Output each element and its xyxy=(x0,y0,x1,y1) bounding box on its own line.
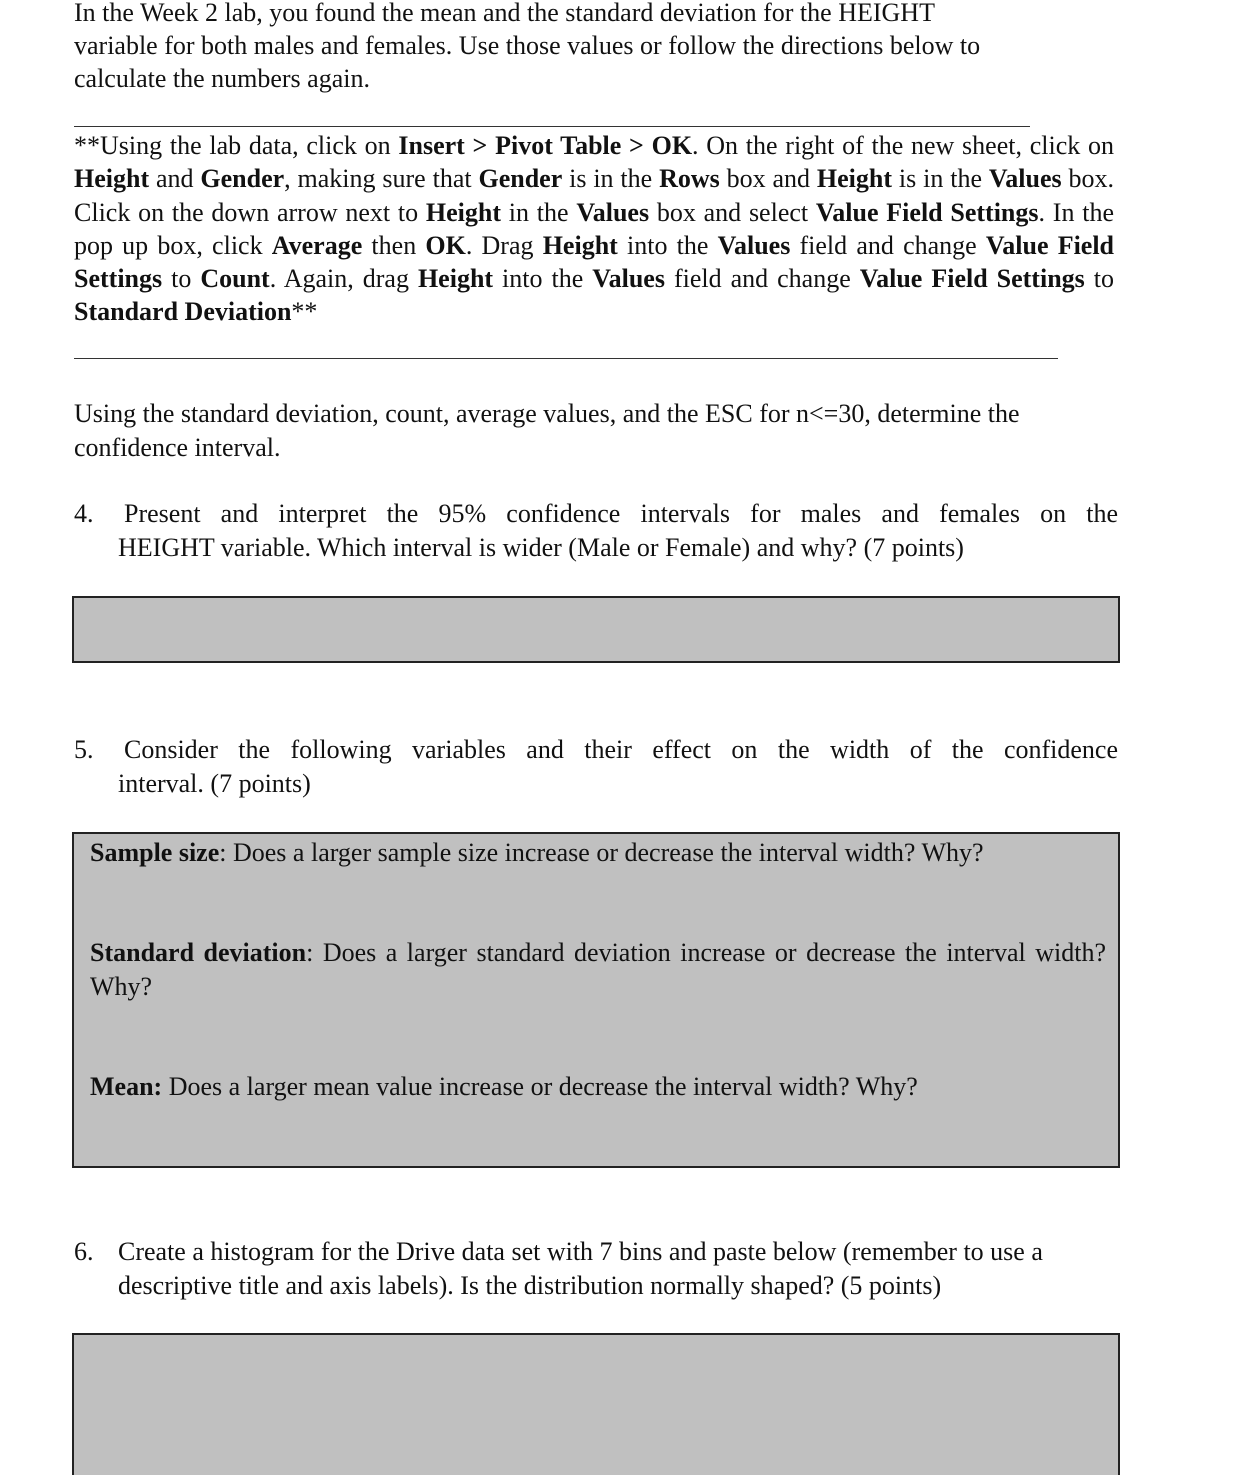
intro-paragraph xyxy=(74,0,1120,95)
directions-text: is in the xyxy=(892,164,989,194)
question-6 xyxy=(74,1235,1118,1303)
prompt-text: : Does a larger standard deviation increase or decrease the interval width? Why? xyxy=(90,938,1106,1001)
answer-box-q4[interactable] xyxy=(72,596,1120,663)
directions-text: box. Click on the down arrow next to xyxy=(74,164,1114,227)
field-gender: Gender xyxy=(200,164,285,194)
directions-text: **Using the lab data, click on xyxy=(74,131,399,160)
directions-text: and xyxy=(149,164,201,194)
answer-box-q5[interactable] xyxy=(72,832,1120,1168)
answer-box-q6[interactable] xyxy=(72,1333,1120,1475)
confidence-intro-text: Using the standard deviation, count, average values, and the ESC for n<=30, determine the confidence interval. xyxy=(74,399,1020,462)
field-height: Height xyxy=(542,230,618,260)
option-average: Average xyxy=(271,230,363,260)
field-height: Height xyxy=(417,264,494,294)
directions-text: box and select xyxy=(649,197,816,227)
directions-text: . Again, drag xyxy=(269,264,418,294)
menu-insert: Insert xyxy=(398,131,465,160)
prompt-sample-size xyxy=(90,836,1106,870)
values-box: Values xyxy=(592,264,665,294)
prompt-text: : Does a larger sample size increase or decrease the interval width? Why? xyxy=(219,838,984,867)
directions-text: . Drag xyxy=(465,230,543,260)
directions-text: into the xyxy=(493,264,593,294)
question-number: 6. xyxy=(74,1237,94,1266)
question-text xyxy=(74,497,1118,565)
directions-text: into the xyxy=(617,230,718,260)
prompt-standard-deviation xyxy=(90,936,1106,1004)
question-text-line: Consider the following variables and their effect on the width of the confidence xyxy=(124,735,1118,764)
intro-line-3: calculate the numbers again. xyxy=(74,64,370,93)
option-count: Count xyxy=(200,264,270,294)
directions-text: box and xyxy=(719,164,817,194)
question-5 xyxy=(74,733,1118,801)
divider-top xyxy=(74,126,1030,127)
question-number: 5. xyxy=(74,735,94,764)
question-text-line: interval. (7 points) xyxy=(118,769,311,798)
directions-text: . In the pop up box, click xyxy=(74,197,1114,260)
directions-text: ** xyxy=(291,297,318,327)
field-height: Height xyxy=(816,164,893,194)
directions-text: , making sure that xyxy=(284,164,479,194)
menu-separator: > xyxy=(464,131,496,160)
intro-line-2: variable for both males and females. Use those values or follow the directions below to xyxy=(74,31,981,60)
pivot-directions xyxy=(74,129,1114,329)
value-field-settings: Value Field Settings xyxy=(815,197,1039,227)
menu-ok: OK xyxy=(651,131,693,160)
value-field-settings: Value Field Settings xyxy=(74,230,1115,294)
prompt-label: Sample size xyxy=(90,838,220,867)
prompt-label: Mean: xyxy=(90,1072,163,1101)
values-box: Values xyxy=(576,197,650,227)
option-ok: OK xyxy=(425,230,466,260)
question-number: 4. xyxy=(74,499,94,528)
directions-text: . On the right of the new sheet, click on xyxy=(692,131,1114,160)
divider-bottom xyxy=(74,358,1058,359)
prompt-text: Does a larger mean value increase or decrease the interval width? Why? xyxy=(162,1072,918,1101)
directions-text: to xyxy=(162,264,201,294)
question-4 xyxy=(74,497,1118,565)
prompt-mean xyxy=(90,1070,1106,1104)
question-text-line: Present and interpret the 95% confidence intervals for males and females on the xyxy=(124,499,1118,528)
intro-line-1: In the Week 2 lab, you found the mean and the standard deviation for the HEIGHT xyxy=(74,0,935,27)
question-text: Create a histogram for the Drive data set with 7 bins and paste below (remember to use a descriptive title and axis labels). Is the distribution normally shaped? (5 points) xyxy=(118,1237,1043,1300)
directions-text: field and change xyxy=(790,230,986,260)
confidence-intro xyxy=(74,397,1122,465)
directions-text: to xyxy=(1084,264,1114,294)
field-gender: Gender xyxy=(478,164,563,194)
option-standard-deviation: Standard Deviation xyxy=(74,297,292,327)
menu-pivot-table: Pivot Table xyxy=(495,131,622,160)
directions-text: field and change xyxy=(664,264,860,294)
question-text xyxy=(74,733,1118,801)
values-box: Values xyxy=(717,230,791,260)
values-box: Values xyxy=(988,164,1062,194)
field-height: Height xyxy=(74,164,150,194)
prompt-label: Standard deviation xyxy=(90,938,307,967)
menu-separator: > xyxy=(621,131,652,160)
rows-box: Rows xyxy=(659,164,720,194)
question-text-line: HEIGHT variable. Which interval is wider (Male or Female) and why? (7 points) xyxy=(118,533,964,562)
field-height: Height xyxy=(425,197,502,227)
directions-text: then xyxy=(362,230,426,260)
directions-text: is in the xyxy=(562,164,660,194)
value-field-settings: Value Field Settings xyxy=(859,264,1085,294)
directions-text: in the xyxy=(501,197,577,227)
